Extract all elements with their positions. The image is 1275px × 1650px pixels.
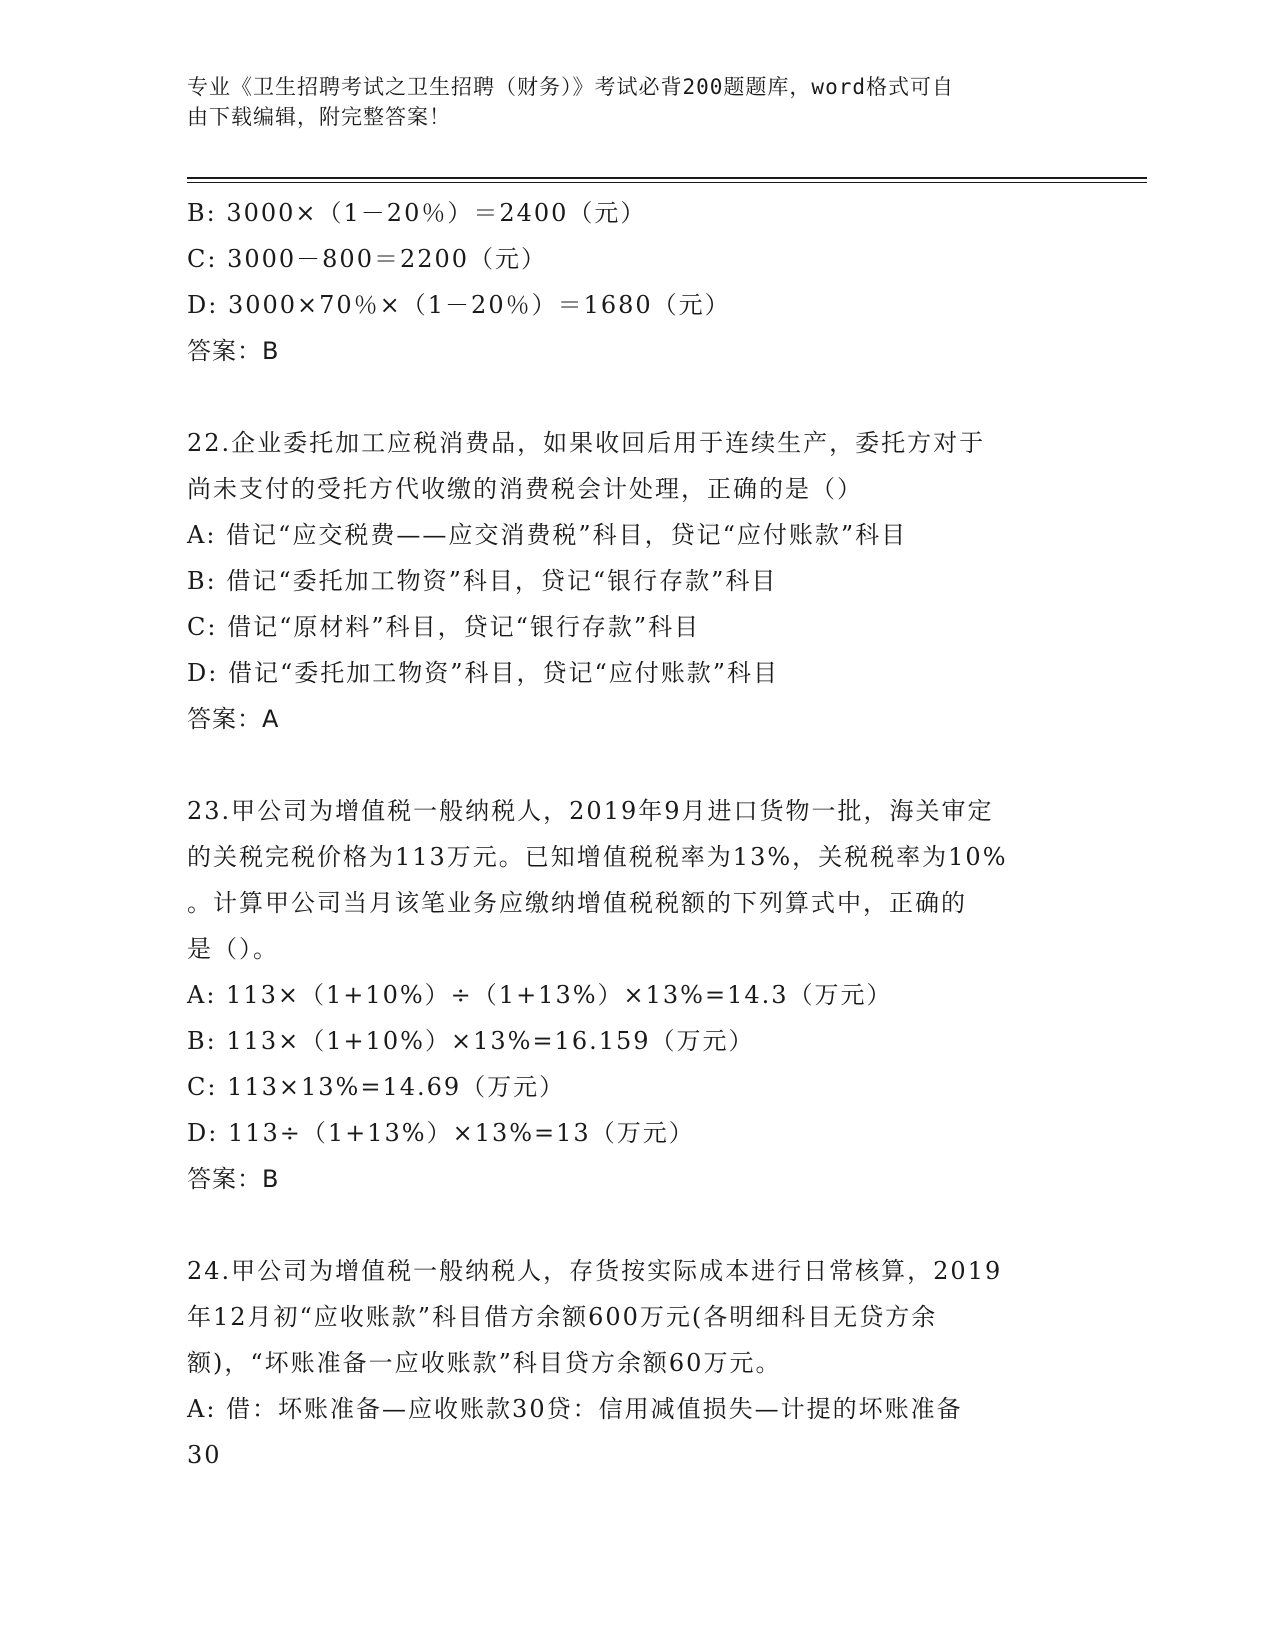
question-24	[187, 1248, 1087, 1478]
option-c: C: 3000－800＝2200（元）	[187, 245, 548, 273]
header-line-1: 专业《卫生招聘考试之卫生招聘（财务）》考试必背200题题库，word格式可自	[187, 75, 954, 99]
question-22	[187, 420, 1087, 742]
answer-line: 答案：B	[187, 337, 280, 365]
answer-line: 答案：B	[187, 1165, 280, 1193]
option-b: B: 借记“委托加工物资”科目，贷记“银行存款”科目	[187, 567, 778, 595]
option-d: D: 3000×70％×（1－20％）＝1680（元）	[187, 291, 731, 319]
page-header	[187, 72, 1087, 132]
option-b: B: 3000×（1－20％）＝2400（元）	[187, 199, 647, 227]
question-stem-line: 23.甲公司为增值税一般纳税人，2019年9月进口货物一批，海关审定	[187, 797, 994, 825]
option-c: C: 借记“原材料”科目，贷记“银行存款”科目	[187, 613, 701, 641]
option-d: D: 113÷（1+13%）×13%=13（万元）	[187, 1119, 695, 1147]
question-stem-line: 24.甲公司为增值税一般纳税人，存货按实际成本进行日常核算，2019	[187, 1257, 1003, 1285]
question-stem-line: 。计算甲公司当月该笔业务应缴纳增值税税额的下列算式中，正确的	[187, 889, 967, 917]
question-stem-line: 尚未支付的受托方代收缴的消费税会计处理，正确的是（）	[187, 475, 863, 503]
question-stem-line: 22.企业委托加工应税消费品，如果收回后用于连续生产，委托方对于	[187, 429, 986, 457]
header-divider-thick	[187, 177, 1147, 179]
question-stem-line: 年12月初“应收账款”科目借方余额600万元(各明细科目无贷方余	[187, 1303, 938, 1331]
option-a: A: 借：坏账准备—应收账款30贷：信用减值损失—计提的坏账准备	[187, 1395, 963, 1423]
question-content	[187, 190, 1087, 1478]
question-stem-line: 是（）。	[187, 935, 279, 963]
spacer	[187, 742, 1087, 788]
header-line-2: 由下载编辑，附完整答案！	[187, 105, 451, 129]
header-divider-thin	[187, 182, 1147, 183]
spacer	[187, 1202, 1087, 1248]
option-a-continued: 30	[187, 1441, 222, 1469]
question-stem-line: 额)，“坏账准备一应收账款”科目贷方余额60万元。	[187, 1349, 782, 1377]
question-stem-line: 的关税完税价格为113万元。已知增值税税率为13%，关税税率为10%	[187, 843, 1008, 871]
question-21-tail	[187, 190, 1087, 374]
option-b: B: 113×（1+10%）×13%=16.159（万元）	[187, 1027, 755, 1055]
option-d: D: 借记“委托加工物资”科目，贷记“应付账款”科目	[187, 659, 780, 687]
option-a: A: 113×（1+10%）÷（1+13%）×13%=14.3（万元）	[187, 981, 893, 1009]
option-a: A: 借记“应交税费——应交消费税”科目，贷记“应付账款”科目	[187, 521, 908, 549]
spacer	[187, 374, 1087, 420]
answer-line: 答案：A	[187, 705, 280, 733]
option-c: C: 113×13%=14.69（万元）	[187, 1073, 566, 1101]
question-23	[187, 788, 1087, 1202]
